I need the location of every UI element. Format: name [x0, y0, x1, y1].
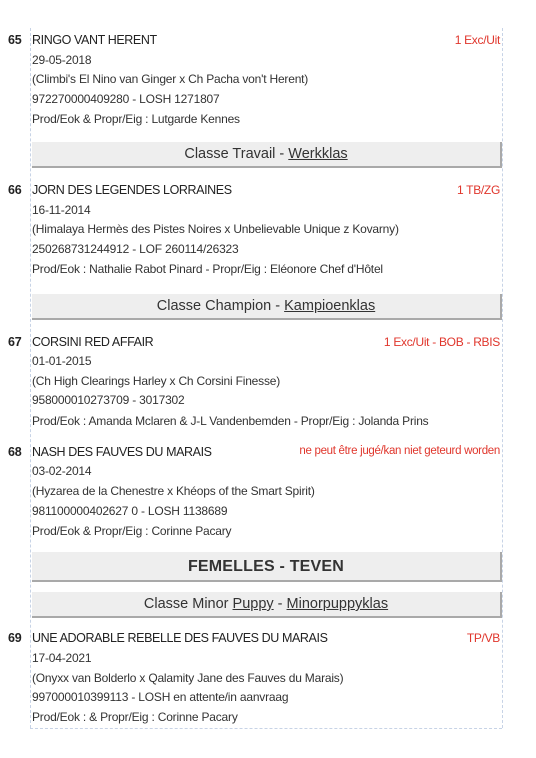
result-label: 1 Exc/Uit - BOB - RBIS — [383, 335, 500, 349]
birth-date: 01-01-2015 — [32, 354, 92, 368]
dog-name: NASH DES FAUVES DU MARAIS — [32, 445, 212, 459]
breeder-owner: Prod/Eok : Nathalie Rabot Pinard - Propr/Eig : Eléonore Chef d'Hôtel — [32, 262, 383, 276]
class-header-travail — [32, 142, 502, 168]
class-header-translation: Minorpuppyklas — [286, 596, 389, 612]
result-label: ne peut être jugé/kan niet geteurd worden — [299, 445, 500, 457]
breeder-owner: Prod/Eok & Propr/Eig : Corinne Pacary — [32, 524, 232, 538]
page-frame-left — [30, 28, 31, 728]
sex-header-femelles — [32, 552, 502, 582]
dog-name: RINGO VANT HERENT — [32, 33, 157, 47]
identification: 997000010399113 - LOSH en attente/in aanvraag — [32, 690, 289, 704]
class-header-puppy-word: Puppy — [232, 596, 274, 612]
breeder-owner: Prod/Eok & Propr/Eig : Lutgarde Kennes — [32, 112, 240, 126]
result-label: TP/VB — [466, 631, 500, 645]
dog-name: UNE ADORABLE REBELLE DES FAUVES DU MARAIS — [32, 631, 328, 645]
identification: 958000010273709 - 3017302 — [32, 393, 185, 407]
result-label: 1 TB/ZG — [456, 183, 500, 197]
sex-header-label: FEMELLES - TEVEN — [187, 558, 345, 575]
class-header-label: Classe Travail - — [184, 146, 289, 162]
class-header-separator: - — [273, 596, 287, 612]
birth-date: 16-11-2014 — [32, 203, 91, 217]
class-header-translation: Kampioenklas — [284, 298, 376, 314]
page-frame-bottom — [30, 728, 502, 729]
page-frame-right — [502, 28, 503, 728]
class-header-label: Classe Minor — [143, 596, 233, 612]
birth-date: 17-04-2021 — [32, 651, 92, 665]
birth-date: 29-05-2018 — [32, 53, 92, 67]
dog-name: CORSINI RED AFFAIR — [32, 335, 154, 349]
breeder-owner: Prod/Eok : Amanda Mclaren & J-L Vandenbemden - Propr/Eig : Jolanda Prins — [32, 414, 429, 428]
entry-number: 67 — [8, 335, 22, 349]
parents: (Ch High Clearings Harley x Ch Corsini Finesse) — [32, 374, 281, 388]
birth-date: 03-02-2014 — [32, 464, 92, 478]
result-label: 1 Exc/Uit — [454, 33, 500, 47]
parents: (Climbi's El Nino van Ginger x Ch Pacha von't Herent) — [32, 72, 309, 86]
identification: 972270000409280 - LOSH 1271807 — [32, 92, 220, 106]
class-header-label: Classe Champion - — [156, 298, 285, 314]
class-header-minor-puppy — [32, 592, 502, 618]
parents: (Hyzarea de la Chenestre x Khéops of the Smart Spirit) — [32, 484, 315, 498]
entry-number: 69 — [8, 631, 22, 645]
dog-name: JORN DES LEGENDES LORRAINES — [32, 183, 232, 197]
identification: 250268731244912 - LOF 260114/26323 — [32, 242, 239, 256]
parents: (Himalaya Hermès des Pistes Noires x Unbelievable Unique z Kovarny) — [32, 222, 399, 236]
entry-number: 68 — [8, 445, 22, 459]
class-header-translation: Werkklas — [288, 146, 348, 162]
parents: (Onyxx van Bolderlo x Qalamity Jane des Fauves du Marais) — [32, 671, 344, 685]
breeder-owner: Prod/Eok : & Propr/Eig : Corinne Pacary — [32, 710, 238, 724]
entry-number: 65 — [8, 33, 22, 47]
identification: 981100000402627 0 - LOSH 1138689 — [32, 504, 228, 518]
entry-number: 66 — [8, 183, 22, 197]
class-header-champion — [32, 294, 502, 320]
